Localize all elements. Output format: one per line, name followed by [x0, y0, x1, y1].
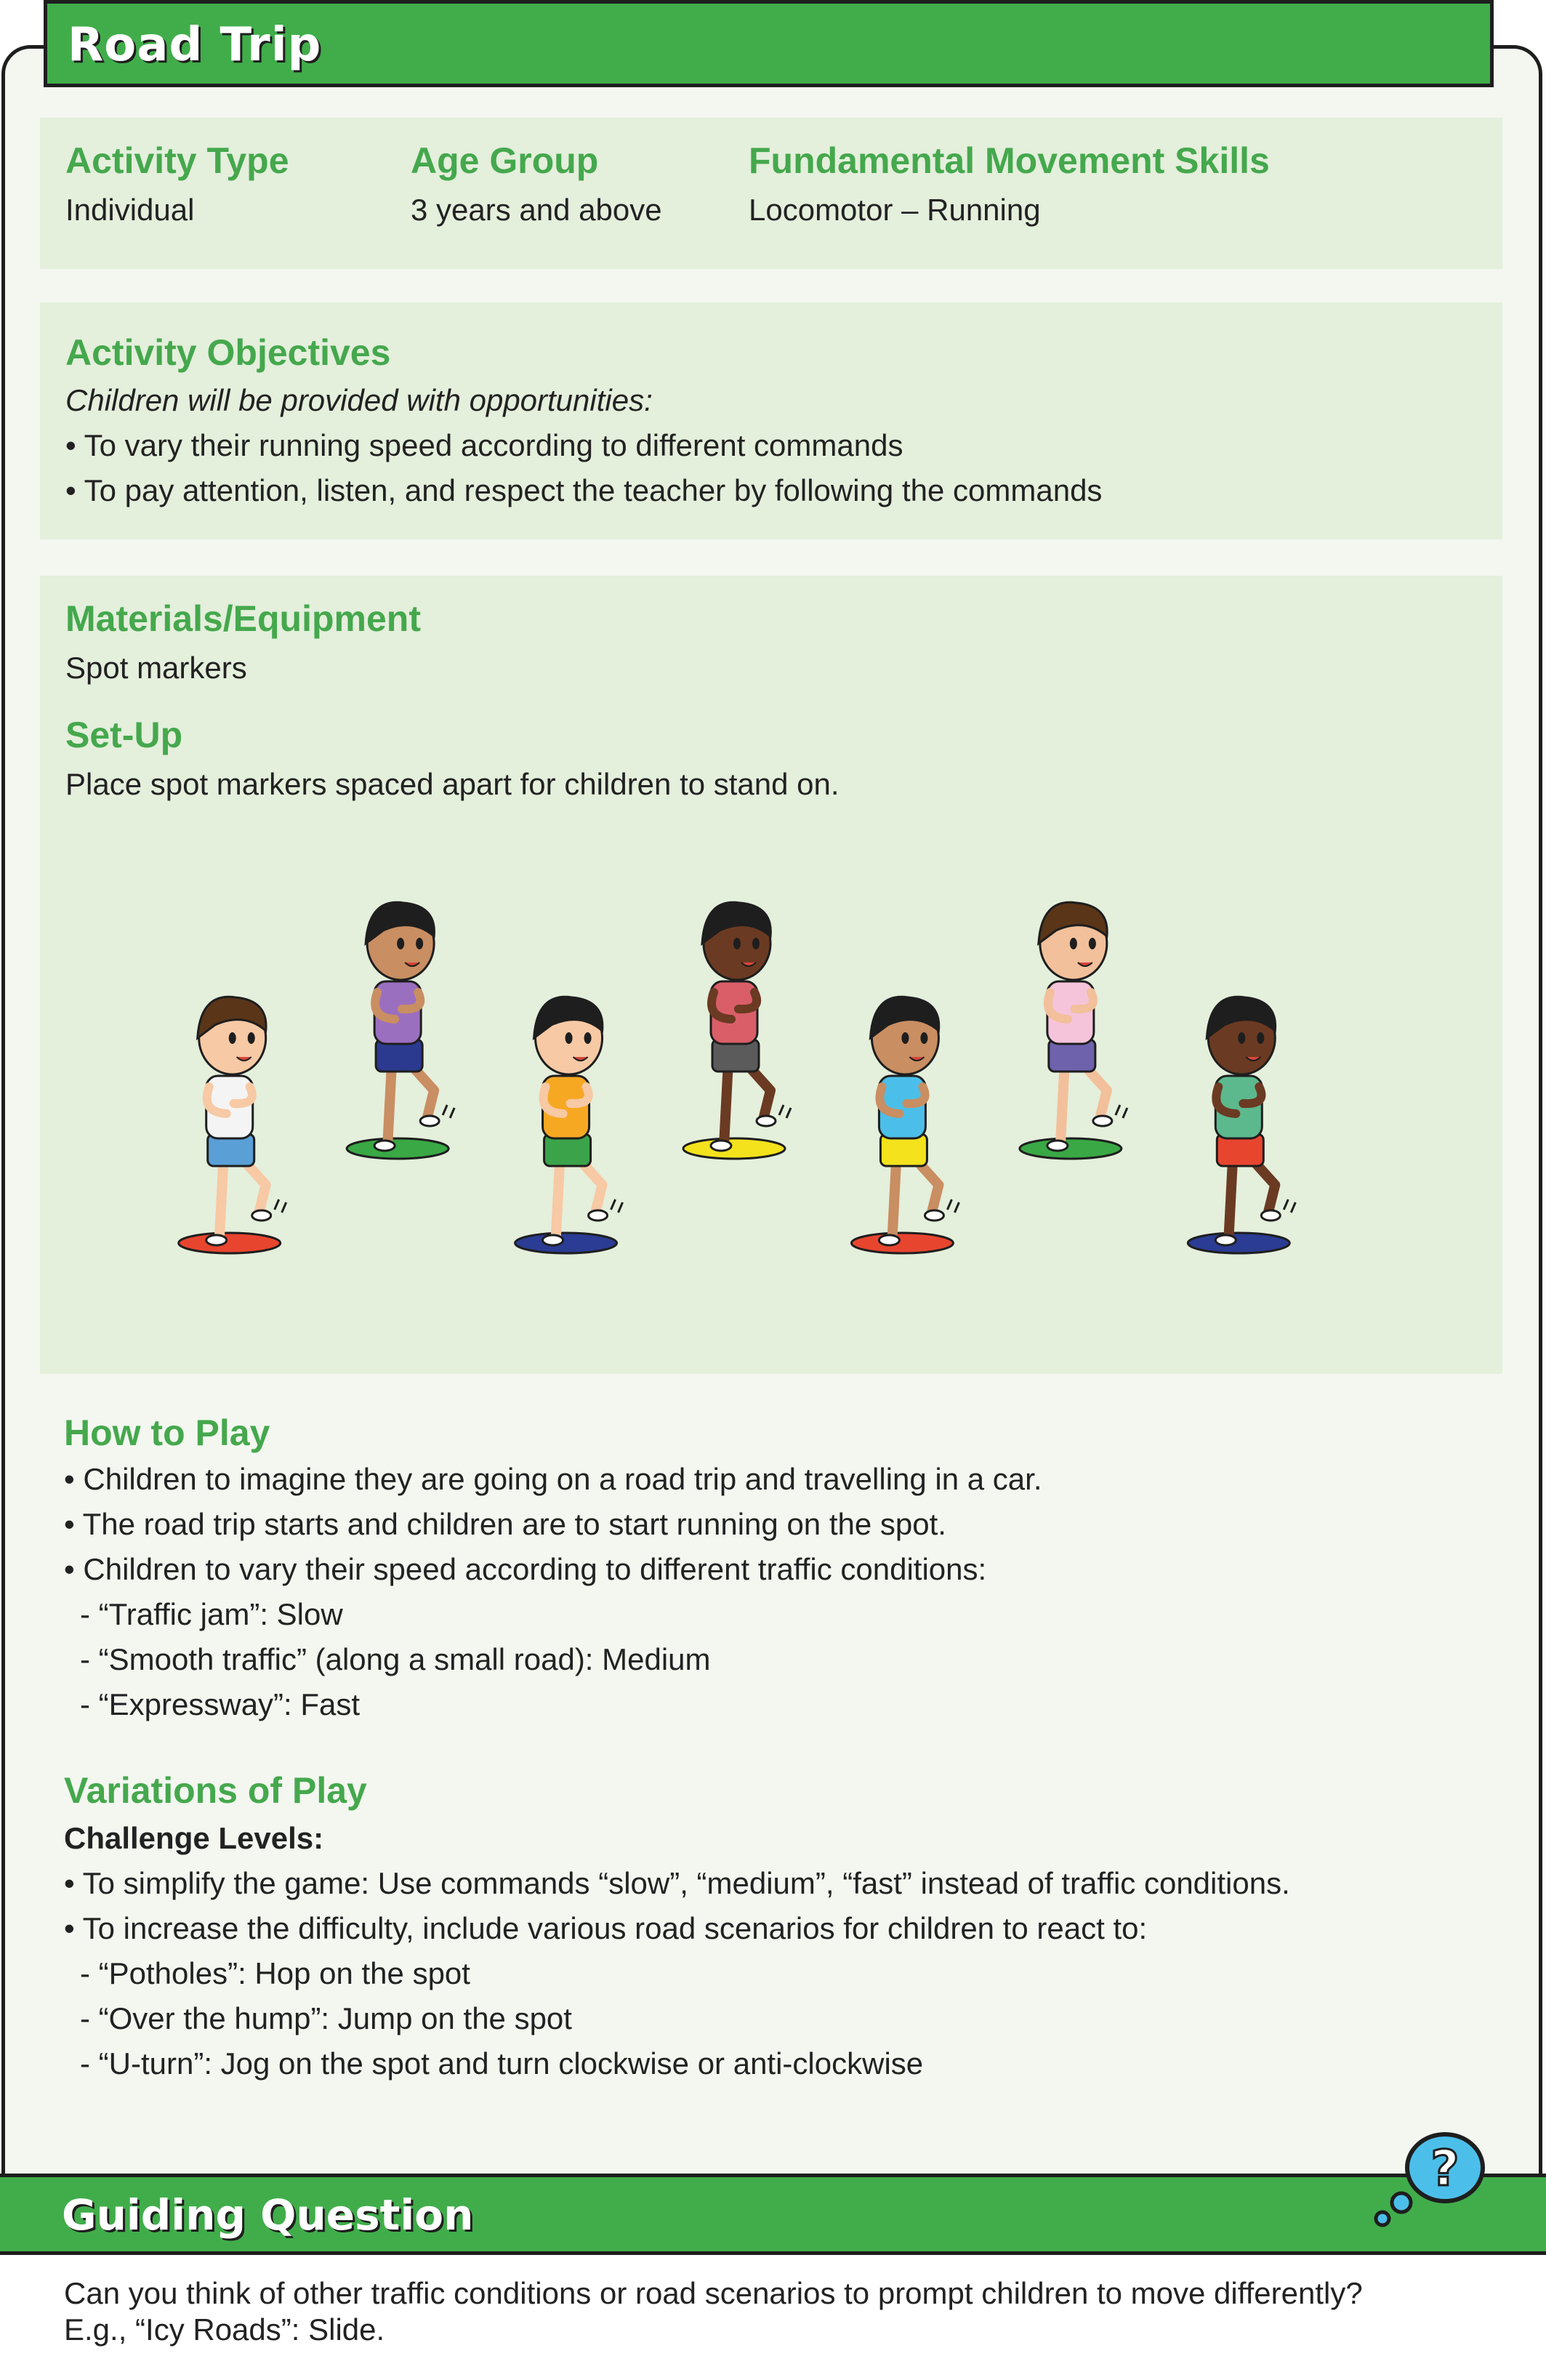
guiding-question-body	[0, 2255, 1546, 2380]
objective-item: • To pay attention, listen, and respect the teacher by following the commands	[65, 473, 1103, 507]
child-figure	[1020, 902, 1127, 1159]
guiding-question-text: Can you think of other traffic conditions or road scenarios to prompt children to move differently?	[64, 2276, 1363, 2310]
activity-type-value: Individual	[65, 193, 195, 227]
spot-marker	[851, 1233, 953, 1253]
how-to-play-item: • Children to vary their speed according to different traffic conditions:	[64, 1552, 987, 1586]
objective-item: • To vary their running speed according to different commands	[65, 428, 903, 462]
child-figure	[851, 997, 959, 1253]
spot-marker	[683, 1138, 785, 1159]
skills-label: Fundamental Movement Skills	[749, 140, 1270, 181]
children-illustration	[145, 894, 1323, 1301]
variation-item: • To simplify the game: Use commands “slow”, “medium”, “fast” instead of traffic conditions.	[64, 1866, 1290, 1900]
spot-marker	[1188, 1233, 1289, 1253]
title-bar	[44, 0, 1494, 87]
variation-subitem: - “Potholes”: Hop on the spot	[80, 1956, 470, 1990]
svg-text:?: ?	[1430, 2140, 1460, 2198]
skills-value: Locomotor – Running	[749, 193, 1041, 227]
child-figure	[347, 902, 454, 1159]
spot-marker	[347, 1138, 448, 1159]
age-group-value: 3 years and above	[411, 193, 662, 227]
guiding-question-heading: Guiding Question	[62, 2190, 474, 2240]
page-title: Road Trip	[68, 18, 322, 72]
spot-marker	[1020, 1138, 1122, 1159]
materials-heading: Materials/Equipment	[65, 598, 421, 639]
how-to-play-item: • Children to imagine they are going on a road trip and travelling in a car.	[64, 1462, 1042, 1496]
guiding-question-bar	[0, 2174, 1546, 2255]
variation-item: • To increase the difficulty, include various road scenarios for children to react to:	[64, 1911, 1148, 1945]
question-bubble-icon	[1366, 2123, 1490, 2232]
child-figure	[683, 902, 791, 1159]
objectives-panel	[40, 302, 1502, 539]
how-to-play-item: • The road trip starts and children are to start running on the spot.	[64, 1507, 946, 1541]
how-to-play-subitem: - “Expressway”: Fast	[80, 1687, 361, 1721]
setup-value: Place spot markers spaced apart for children to stand on.	[65, 767, 840, 801]
variation-subitem: - “U-turn”: Jog on the spot and turn clockwise or anti-clockwise	[80, 2046, 924, 2081]
setup-heading: Set-Up	[65, 715, 183, 755]
how-to-play-heading: How to Play	[64, 1412, 270, 1453]
materials-value: Spot markers	[65, 651, 247, 685]
how-to-play-subitem: - “Smooth traffic” (along a small road): Medium	[80, 1642, 711, 1676]
spot-marker	[179, 1233, 281, 1253]
child-figure	[179, 997, 286, 1253]
variation-subitem: - “Over the hump”: Jump on the spot	[80, 2001, 572, 2035]
objectives-intro: Children will be provided with opportunities:	[65, 383, 653, 417]
objectives-heading: Activity Objectives	[65, 332, 391, 373]
info-panel	[40, 118, 1502, 269]
how-to-play-subitem: - “Traffic jam”: Slow	[80, 1597, 343, 1631]
challenge-levels-label: Challenge Levels:	[64, 1821, 324, 1855]
variations-heading: Variations of Play	[64, 1770, 367, 1811]
activity-type-label: Activity Type	[65, 140, 289, 181]
age-group-label: Age Group	[411, 140, 599, 181]
guiding-question-example: E.g., “Icy Roads”: Slide.	[64, 2312, 385, 2347]
child-figure	[1188, 997, 1295, 1253]
spot-marker	[515, 1233, 617, 1253]
child-figure	[515, 997, 623, 1253]
